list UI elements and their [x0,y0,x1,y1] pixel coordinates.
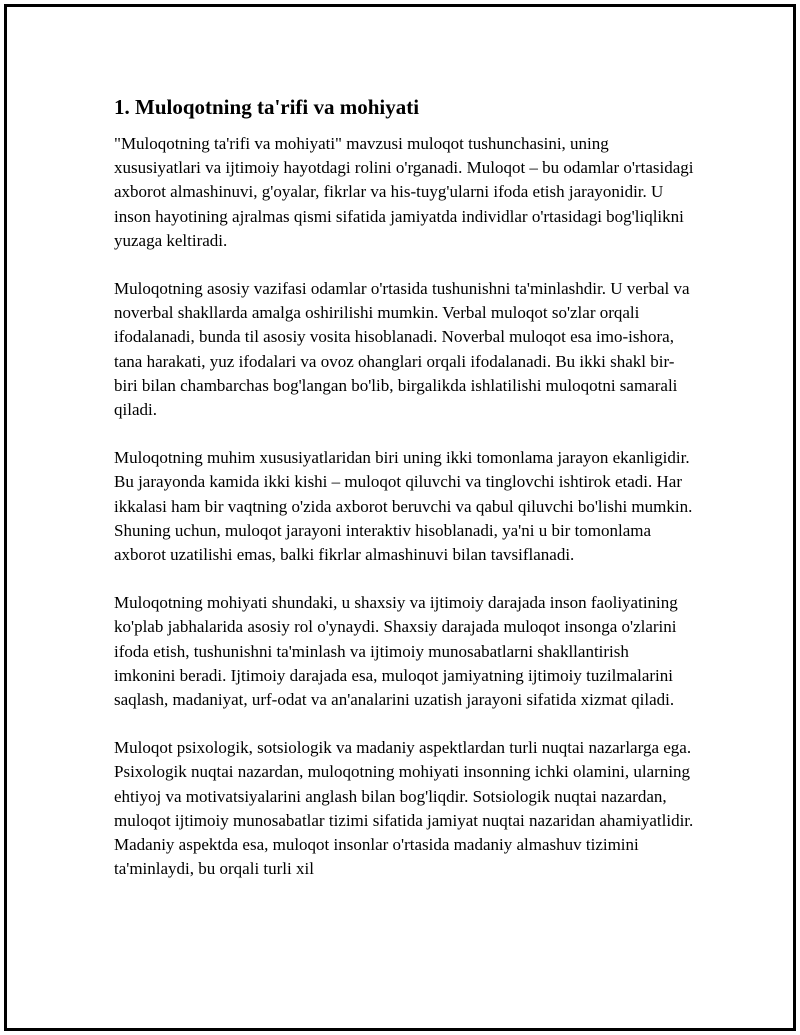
paragraph-1: "Muloqotning ta'rifi va mohiyati" mavzusi muloqot tushunchasini, uning xususiyatlari va ijtimoiy hayotdagi rolini o'rganadi. Muloqot – bu odamlar o'rtasidagi axborot almashinuvi, g'oyalar, fikrlar va his-tuyg'ularni ifoda etish jarayonidir. U inson hayotining ajralmas qismi sifatida jamiyatda individlar o'rtasidagi bog'liqlikni yuzaga keltiradi. [114,134,694,250]
paragraph-5: Muloqot psixologik, sotsiologik va madaniy aspektlardan turli nuqtai nazarlarga ega. Psixologik nuqtai nazardan, muloqotning mohiyati insonning ichki olamini, ularning ehtiyoj va motivatsiyalarini anglash bilan bog'liqdir. Sotsiologik nuqtai nazardan, muloqot ijtimoiy munosabatlar tizimi sifatida jamiyat nuqtai nazaridan ahamiyatlidir. Madaniy aspektda esa, muloqot insonlar o'rtasida madaniy almashuv tizimini ta'minlaydi, bu orqali turli xil [114,738,694,879]
paragraph-3: Muloqotning muhim xususiyatlaridan biri uning ikki tomonlama jarayon ekanligidir. Bu jarayonda kamida ikki kishi – muloqot qiluvchi va tinglovchi ishtirok etadi. Har ikkalasi ham bir vaqtning o'zida axborot beruvchi va qabul qiluvchi bo'lishi mumkin. Shuning uchun, muloqot jarayoni interaktiv hisoblanadi, ya'ni u bir tomonlama axborot uzatilishi emas, balki fikrlar almashinuvi bilan tavsiflanadi. [114,448,693,565]
section-heading: 1. Muloqotning ta'rifi va mohiyati [114,95,420,119]
paragraph-4: Muloqotning mohiyati shundaki, u shaxsiy va ijtimoiy darajada inson faoliyatining ko'plab jabhalarida asosiy rol o'ynaydi. Shaxsiy darajada muloqot insonga o'zlarini ifoda etish, tushunishni ta'minlash va ijtimoiy munosabatlarni shakllantirish imkonini beradi. Ijtimoiy darajada esa, muloqot jamiyatning ijtimoiy tuzilmalarini saqlash, madaniyat, urf-odat va an'analarini uzatish jarayoni sifatida xizmat qiladi. [114,593,678,710]
document-body [114,94,694,905]
paragraph-2: Muloqotning asosiy vazifasi odamlar o'rtasida tushunishni ta'minlashdir. U verbal va noverbal shakllarda amalga oshirilishi mumkin. Verbal muloqot so'zlar orqali ifodalanadi, bunda til asosiy vosita hisoblanadi. Noverbal muloqot esa imo-ishora, tana harakati, yuz ifodalari va ovoz ohanglari orqali ifodalanadi. Bu ikki shakl bir-biri bilan chambarchas bog'langan bo'lib, birgalikda ishlatilishi muloqotni samarali qiladi. [114,279,690,420]
